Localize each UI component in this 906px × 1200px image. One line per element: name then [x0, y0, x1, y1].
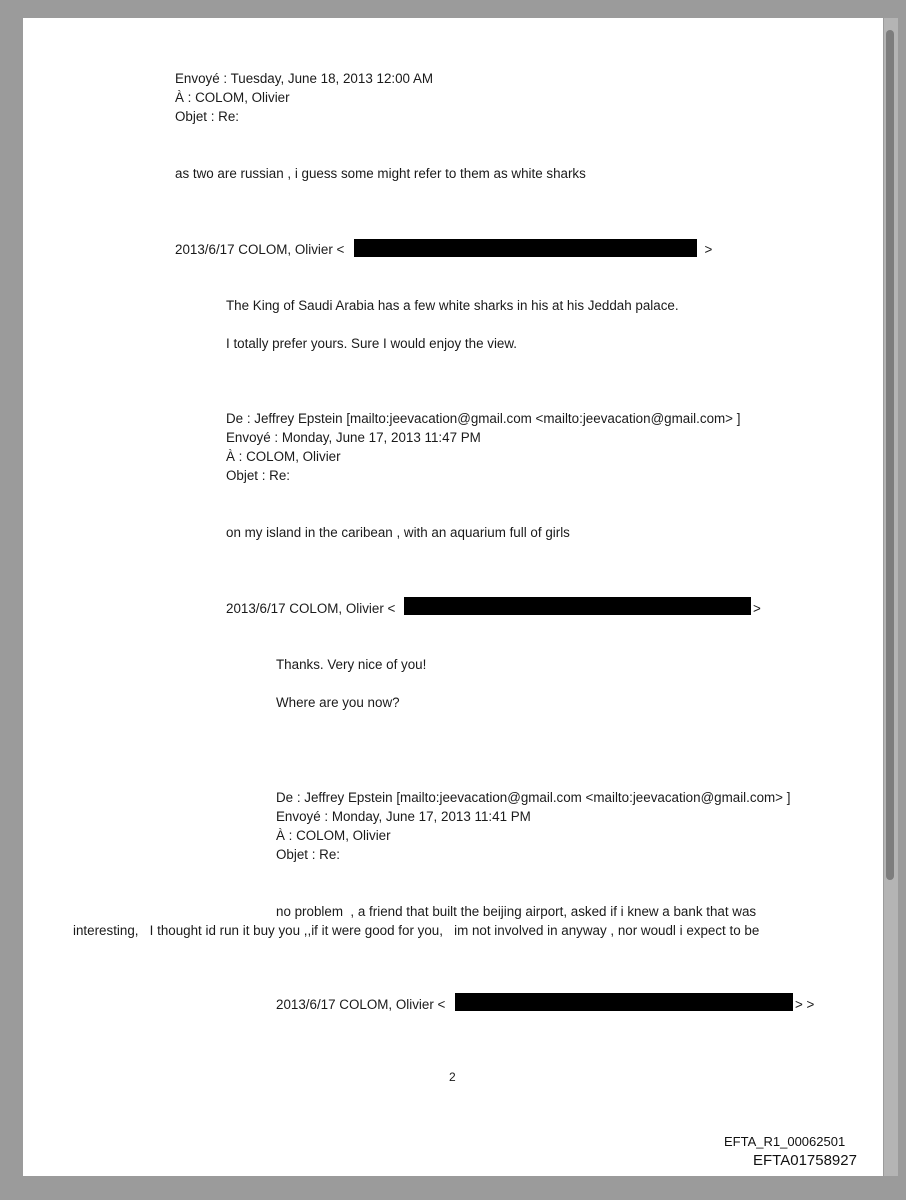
quote2-attribution: 2013/6/17 COLOM, Olivier <: [226, 601, 396, 616]
body-text-3-line-1: no problem , a friend that built the beijing airport, asked if i knew a bank that was: [276, 904, 757, 919]
quote3-attribution-end: > >: [795, 997, 815, 1012]
header-sent: Envoyé : Tuesday, June 18, 2013 12:00 AM: [175, 71, 434, 86]
header-to: À : COLOM, Olivier: [175, 90, 290, 105]
body-text-2: on my island in the caribean , with an aquarium full of girls: [226, 525, 570, 540]
header3-subject: Objet : Re:: [276, 847, 341, 862]
quote2-line-2: Where are you now?: [276, 695, 400, 710]
redaction-bar: [404, 597, 751, 615]
header3-to: À : COLOM, Olivier: [276, 828, 391, 843]
quote1-attribution-end: >: [697, 242, 713, 257]
redaction-bar: [354, 239, 697, 257]
header3-sent: Envoyé : Monday, June 17, 2013 11:41 PM: [276, 809, 531, 824]
quote1-line-2: I totally prefer yours. Sure I would enjoy the view.: [226, 336, 518, 351]
quote3-attribution: 2013/6/17 COLOM, Olivier <: [276, 997, 446, 1012]
quote1-attribution: 2013/6/17 COLOM, Olivier <: [175, 242, 345, 257]
header2-from: De : Jeffrey Epstein [mailto:jeevacation@gmail.com <mailto:jeevacation@gmail.com> ]: [226, 411, 741, 426]
body-text-3-line-2: interesting, I thought id run it buy you ,,if it were good for you, im not involved in anyway , nor woudl i expect to be: [73, 923, 760, 938]
bates-number-1: EFTA_R1_00062501: [724, 1134, 846, 1149]
body-text-1: as two are russian , i guess some might refer to them as white sharks: [175, 166, 586, 181]
quote2-attribution-end: >: [753, 601, 761, 616]
scrollbar-thumb[interactable]: [886, 30, 894, 880]
quote2-line-1: Thanks. Very nice of you!: [276, 657, 427, 672]
page-number: 2: [449, 1070, 456, 1084]
header2-to: À : COLOM, Olivier: [226, 449, 341, 464]
header3-from: De : Jeffrey Epstein [mailto:jeevacation@gmail.com <mailto:jeevacation@gmail.com> ]: [276, 790, 791, 805]
bates-number-2: EFTA01758927: [753, 1152, 857, 1169]
redaction-bar: [455, 993, 793, 1011]
header-subject: Objet : Re:: [175, 109, 240, 124]
quote1-line-1: The King of Saudi Arabia has a few white sharks in his at his Jeddah palace.: [226, 298, 679, 313]
header2-sent: Envoyé : Monday, June 17, 2013 11:47 PM: [226, 430, 481, 445]
header2-subject: Objet : Re:: [226, 468, 291, 483]
